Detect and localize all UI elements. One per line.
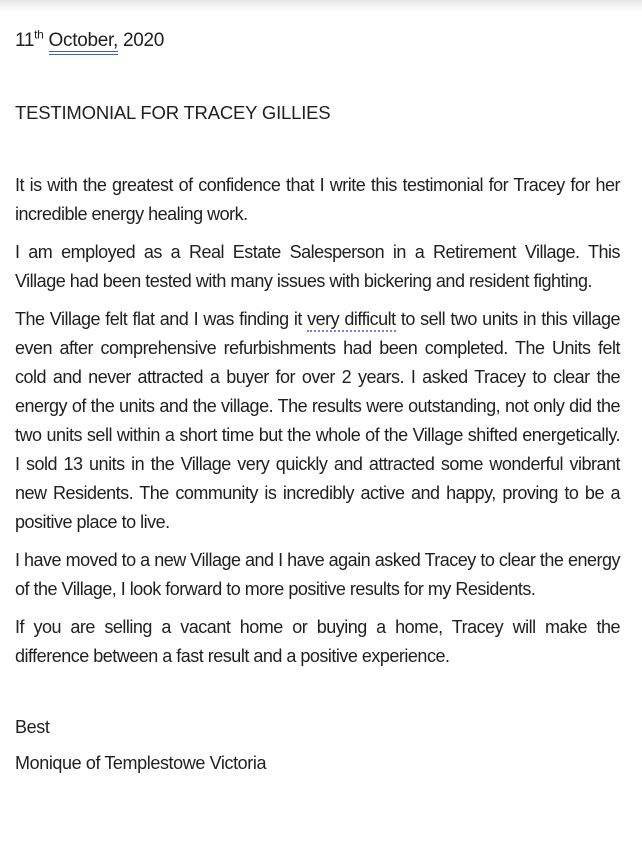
paragraph-village-story-before: The Village felt flat and I was finding it — [15, 309, 308, 329]
date-month-grammar-underlined: October, — [49, 30, 118, 55]
closing-salutation: Best — [15, 717, 50, 737]
date-spacer — [44, 30, 49, 51]
paragraph-new-village: I have moved to a new Village and I have again asked Tracey to clear the energy of the Village, I look forward to more positive results for my Residents. — [15, 550, 620, 599]
document-title: TESTIMONIAL FOR TRACEY GILLIES — [15, 102, 331, 123]
paragraph-recommendation: If you are selling a vacant home or buying a home, Tracey will make the difference between a fast result and a positive experience. — [15, 617, 620, 666]
closing-signature: Monique of Templestowe Victoria — [15, 753, 267, 773]
date-ordinal-suffix: th — [34, 27, 44, 42]
style-suggestion-underlined-phrase: very difficult — [307, 309, 395, 332]
date-line — [15, 27, 620, 52]
paragraph-village-story — [15, 305, 620, 537]
date-day: 11 — [15, 30, 35, 51]
paragraph-village-story-after: to sell two units in this village even after comprehensive refurbishments had been completed. The Units felt cold and never attracted a buyer for over 2 years. I asked Tracey to clear the energy of the units and the village. The results were outstanding, not only did the two units sell within a short time but the whole of the Village shifted energetically. I sold 13 units in the Village very quickly and attracted some wonderful vibrant new Residents. The community is incredibly active and happy, proving to be a positive place to live. — [15, 309, 621, 532]
paragraph-employment: I am employed as a Real Estate Salesperson in a Retirement Village. This Village had been tested with many issues with bickering and resident fighting. — [15, 242, 620, 291]
paragraph-intro: It is with the greatest of confidence that I write this testimonial for Tracey for her incredible energy healing work. — [15, 175, 620, 224]
date-year: 2020 — [122, 30, 165, 51]
